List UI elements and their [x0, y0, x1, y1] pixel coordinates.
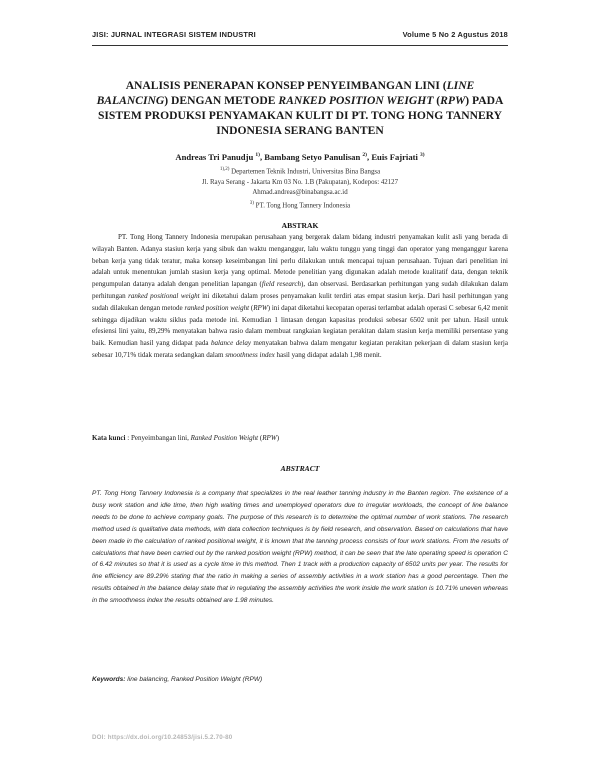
affiliation-email: Ahmad.andreas@binabangsa.ac.id	[252, 189, 348, 197]
keywords-label: Keywords:	[92, 676, 126, 683]
affil-mark: 3)	[249, 201, 254, 207]
abstrak-text: ), dan observasi. Berdasarkan perhitungan yang sudah dilakukan dalam perhitungan	[92, 280, 508, 300]
affiliation-department	[92, 165, 508, 178]
kata-kunci-label: Kata kunci	[92, 434, 126, 442]
author-affil-mark: 2)	[362, 152, 368, 159]
abstrak-body	[92, 232, 508, 362]
author-separator: ,	[367, 152, 372, 162]
affil-mark: 1),2)	[219, 167, 230, 172]
journal-name: JISI: JURNAL INTEGRASI SISTEM INDUSTRI	[92, 30, 256, 39]
keywords-line	[92, 676, 508, 683]
abstrak-italic: field research	[261, 280, 302, 289]
paper-title	[92, 78, 508, 138]
kata-kunci-text: )	[276, 434, 280, 442]
author-separator: ,	[259, 152, 265, 162]
affil-dept-text: Departemen Teknik Industri, Universitas Bina Bangsa	[229, 168, 381, 176]
volume-info: Volume 5 No 2 Agustus 2018	[402, 30, 508, 39]
affil-company-text: PT. Tong Hong Tannery Indonesia	[253, 202, 351, 210]
title-text-2: ) DENGAN METODE	[164, 94, 279, 107]
abstrak-italic: ranked positional weight	[128, 291, 200, 300]
title-italic-2: RANKED POSITION WEIGHT	[278, 94, 434, 107]
kata-kunci-text: : Penyeimbangan lini,	[125, 434, 191, 442]
doi-link[interactable]: DOI: https://dx.doi.org/10.24853/jisi.5.2.70-80	[92, 734, 233, 741]
abstrak-italic: balance delay	[210, 339, 251, 348]
title-text-4: ) PADA SISTEM PRODUKSI PENYAMAKAN KULIT DI PT. TONG HONG TANNERY INDONESIA SERANG BANTEN	[97, 94, 504, 137]
author-list	[92, 152, 508, 162]
abstrak-italic: smoothness index	[225, 350, 275, 359]
affiliation-company	[92, 199, 508, 212]
affiliation-address: Jl. Raya Serang - Jakarta Km 03 No. 1.B (Pakupatan), Kodepos: 42127	[201, 178, 399, 186]
title-italic-1: LINE BALANCING	[96, 79, 475, 107]
abstrak-text: ini diketahui dalam proses penyamakan kulit terdiri atas empat stasiun kerja. Dari hasil perhitungan yang sudah dilakukan dengan metode	[92, 291, 508, 312]
header-rule	[92, 45, 508, 46]
kata-kunci-text: (	[258, 434, 263, 442]
author-name: Euis Fajriati	[371, 152, 418, 162]
author-name: Bambang Setyo Panulisan	[264, 152, 361, 162]
abstract-heading: ABSTRACT	[280, 464, 320, 473]
title-text-3: (	[433, 94, 441, 107]
author-name: Andreas Tri Panudju	[175, 152, 254, 162]
keywords-text: line balancing, Ranked Position Weight (RPW)	[125, 676, 263, 683]
abstrak-text: (	[249, 303, 254, 312]
running-header	[92, 30, 508, 39]
abstrak-text: PT. Tong Hong Tannery Indonesia merupakan perusahaan yang bergerak dalam bidang industri penyamakan kulit asli yang berada di wilayah Banten. Adanya stasiun kerja yang sibuk dan waktu menganggur, lalu waktu tunggu yang tinggi dan operator yang menganggur karena beban kerja yang tidak teratur, maka konsep keseimbangan lini perlu dilakukan untuk mencapai tujuan perusahaan. Tujuan dari penelitian ini adalah untuk menentukan jumlah stasiun kerja yang optimal. Metode penelitian yang digunakan adalah metode kualitatif data, dengan teknik pengumpulan datanya adalah dengan penelitian lapangan (	[92, 233, 508, 289]
abstrak-heading: ABSTRAK	[281, 221, 319, 230]
abstrak-italic: RPW	[253, 303, 268, 312]
abstract-body: PT. Tong Hong Tannery Indonesia is a company that specializes in the real leather tanning industry in the Banten region. The existence of a busy work station and idle time, then high waiting times and unemployed operators due to irregular workloads, the concept of line balance needs to be done to achieve company goals. The purpose of this research is to determine the optimal number of work stations. The research method used is qualitative data methods, with data collection techniques is by field research, and observation. Based on calculations that have been made in the calculation of ranked positional weight, it is known that the tanning process consists of four work stations. From the results of calculations that have been carried out by the ranked position weight (RPW) method, it can be seen that the late operating speed is operation C of 6.42 minutes so that it is used as a cycle time in this method. Then 1 track with a production capacity of 6502 units per year. The results for line efficiency are 89.29% stating that the ratio in making a series of assembly activities in a work station has a good percentage. Then the results obtained in the balance delay state that in regulating the assembly activities the work inside the work station is 10.71% uneven whereas in the smoothness index the results obtained are 1.98 minutes.	[92, 490, 508, 605]
abstrak-italic: ranked position weight	[184, 303, 250, 312]
title-italic-3: RPW	[440, 94, 466, 107]
affiliation-block	[92, 165, 508, 212]
kata-kunci-line	[92, 434, 508, 442]
kata-kunci-italic: RPW	[262, 434, 277, 442]
abstrak-text: hasil yang didapat adalah 1,98 menit.	[274, 350, 382, 359]
abstrak-text: ) ini dapat diketahui kecepatan operasi terlambat adalah operasi C sebesar 6,42 menit sehingga dijadikan waktu siklus pada metode ini. Kemudian 1 lintasan dengan kapasitas produksi sebesar 6502 unit per tahun. Hasil untuk efesiensi lini yaitu, 89,29% menyatakan bahwa rasio dalam membuat rangkaian kegiatan perakitan dalam stasiun kerja memiliki persentase yang baik. Kemudian hasil yang didapat pada	[92, 303, 509, 348]
author-affil-mark: 1)	[255, 152, 260, 159]
author-affil-mark: 3)	[420, 152, 425, 159]
abstrak-text: menyatakan bahwa dalam mengatur kegiatan perakitan pekerjaan di dalam stasiun kerja sebesar 10,71% tidak merata sedangkan dalam	[92, 339, 508, 359]
title-text-1: ANALISIS PENERAPAN KONSEP PENYEIMBANGAN LINI (	[125, 79, 447, 92]
kata-kunci-italic: Ranked Position Weight	[190, 434, 259, 442]
